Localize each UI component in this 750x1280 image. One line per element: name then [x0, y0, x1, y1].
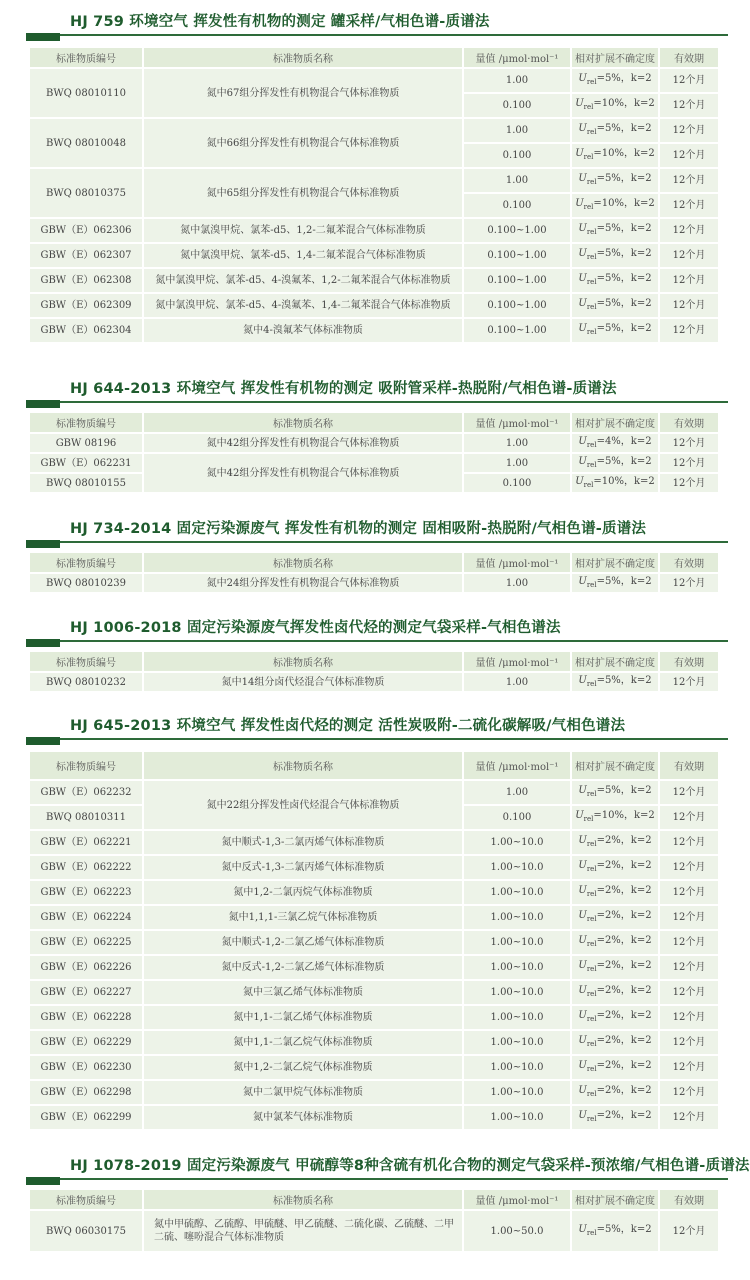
cell-value: 1.00~10.0 [464, 831, 570, 854]
cell-value: 1.00~10.0 [464, 881, 570, 904]
table-header-row [30, 652, 718, 671]
section-accent-block [26, 33, 60, 41]
cell-uncertainty: $U_{rel}=5\%$，k=2 [572, 1211, 658, 1251]
cell-name: 氮中42组分挥发性有机物混合气体标准物质 [144, 454, 462, 492]
cell-uncertainty: $U_{rel}=5\%$，k=2 [572, 219, 658, 242]
standards-table [28, 1188, 720, 1253]
cell-validity: 12个月 [660, 1081, 718, 1104]
cell-uncertainty: $U_{rel}=2\%$，k=2 [572, 1106, 658, 1129]
section-header [0, 373, 750, 409]
cell-value: 1.00~10.0 [464, 856, 570, 879]
cell-value: 0.100~1.00 [464, 294, 570, 317]
header-value: 量值 /μmol·mol⁻¹ [464, 1190, 570, 1209]
cell-uncertainty: $U_{rel}=2\%$，k=2 [572, 931, 658, 954]
cell-uncertainty: $U_{rel}=10\%$，k=2 [572, 144, 658, 167]
cell-uncertainty: $U_{rel}=5\%$，k=2 [572, 574, 658, 592]
cell-code: GBW 08196 [30, 434, 142, 452]
cell-code: GBW（E）062307 [30, 244, 142, 267]
cell-name: 氮中1,1-二氯乙烯气体标准物质 [144, 1006, 462, 1029]
header-uncertainty: 相对扩展不确定度 [572, 652, 658, 671]
table-row [30, 434, 718, 452]
cell-value: 1.00 [464, 434, 570, 452]
section-header [0, 612, 750, 648]
cell-name: 氮中顺式-1,2-二氯乙烯气体标准物质 [144, 931, 462, 954]
cell-value: 1.00~10.0 [464, 1056, 570, 1079]
cell-validity: 12个月 [660, 244, 718, 267]
cell-validity: 12个月 [660, 194, 718, 217]
cell-code: GBW（E）062225 [30, 931, 142, 954]
cell-validity: 12个月 [660, 474, 718, 492]
header-validity: 有效期 [660, 553, 718, 572]
cell-uncertainty: $U_{rel}=5\%$，k=2 [572, 119, 658, 142]
cell-name: 氮中氯溴甲烷、氯苯-d5、4-溴氟苯、1,2-二氟苯混合气体标准物质 [144, 269, 462, 292]
header-validity: 有效期 [660, 413, 718, 432]
cell-name: 氮中三氯乙烯气体标准物质 [144, 981, 462, 1004]
cell-name: 氮中4-溴氟苯气体标准物质 [144, 319, 462, 342]
cell-validity: 12个月 [660, 94, 718, 117]
cell-code: GBW（E）062230 [30, 1056, 142, 1079]
table-header-row [30, 752, 718, 779]
cell-code: BWQ 08010155 [30, 474, 142, 492]
section-title: HJ 644-2013 环境空气 挥发性有机物的测定 吸附管采样-热脱附/气相色谱-质谱法 [70, 381, 617, 397]
cell-code: BWQ 08010110 [30, 69, 142, 117]
cell-value: 1.00~10.0 [464, 1006, 570, 1029]
header-uncertainty: 相对扩展不确定度 [572, 553, 658, 572]
header-code: 标准物质编号 [30, 553, 142, 572]
cell-validity: 12个月 [660, 1031, 718, 1054]
cell-code: GBW（E）062298 [30, 1081, 142, 1104]
section-divider [26, 401, 728, 403]
table-row [30, 981, 718, 1004]
cell-validity: 12个月 [660, 781, 718, 804]
table-row [30, 673, 718, 691]
cell-uncertainty: $U_{rel}=2\%$，k=2 [572, 1031, 658, 1054]
section-divider [26, 34, 728, 36]
section-hj759 [0, 6, 750, 336]
cell-uncertainty: $U_{rel}=10\%$，k=2 [572, 474, 658, 492]
cell-code: GBW（E）062222 [30, 856, 142, 879]
table-header-row [30, 413, 718, 432]
table-row [30, 931, 718, 954]
cell-value: 1.00~10.0 [464, 956, 570, 979]
section-hj645 [0, 710, 750, 1123]
standards-table [28, 750, 720, 1131]
header-validity: 有效期 [660, 652, 718, 671]
cell-validity: 12个月 [660, 956, 718, 979]
section-header [0, 6, 750, 42]
section-header [0, 710, 750, 746]
cell-validity: 12个月 [660, 856, 718, 879]
cell-validity: 12个月 [660, 119, 718, 142]
cell-uncertainty: $U_{rel}=10\%$，k=2 [572, 194, 658, 217]
table-row [30, 831, 718, 854]
header-uncertainty: 相对扩展不确定度 [572, 752, 658, 779]
table-row [30, 269, 718, 292]
table-row [30, 1211, 718, 1251]
table-row [30, 781, 718, 804]
table-row [30, 881, 718, 904]
cell-uncertainty: $U_{rel}=2\%$，k=2 [572, 831, 658, 854]
section-divider [26, 640, 728, 642]
cell-uncertainty: $U_{rel}=5\%$，k=2 [572, 269, 658, 292]
cell-value: 1.00~10.0 [464, 1106, 570, 1129]
header-value: 量值 /μmol·mol⁻¹ [464, 652, 570, 671]
cell-code: GBW（E）062226 [30, 956, 142, 979]
cell-name: 氮中66组分挥发性有机物混合气体标准物质 [144, 119, 462, 167]
header-name: 标准物质名称 [144, 652, 462, 671]
cell-code: GBW（E）062223 [30, 881, 142, 904]
cell-code: BWQ 08010311 [30, 806, 142, 829]
standards-table [28, 46, 720, 344]
standards-table [28, 551, 720, 594]
cell-validity: 12个月 [660, 831, 718, 854]
cell-uncertainty: $U_{rel}=5\%$，k=2 [572, 69, 658, 92]
cell-uncertainty: $U_{rel}=4\%$，k=2 [572, 434, 658, 452]
cell-code: GBW（E）062304 [30, 319, 142, 342]
header-value: 量值 /μmol·mol⁻¹ [464, 553, 570, 572]
cell-uncertainty: $U_{rel}=5\%$，k=2 [572, 673, 658, 691]
cell-code: GBW（E）062229 [30, 1031, 142, 1054]
cell-validity: 12个月 [660, 294, 718, 317]
cell-validity: 12个月 [660, 169, 718, 192]
section-hj734 [0, 513, 750, 589]
table-row [30, 219, 718, 242]
cell-uncertainty: $U_{rel}=10\%$，k=2 [572, 806, 658, 829]
header-name: 标准物质名称 [144, 752, 462, 779]
table-row [30, 454, 718, 472]
cell-name: 氮中22组分挥发性卤代烃混合气体标准物质 [144, 781, 462, 829]
cell-code: GBW（E）062232 [30, 781, 142, 804]
table-row [30, 574, 718, 592]
cell-name: 氮中1,2-二氯乙烷气体标准物质 [144, 1056, 462, 1079]
header-validity: 有效期 [660, 48, 718, 67]
section-hj1078 [0, 1150, 750, 1243]
section-hj644 [0, 373, 750, 489]
cell-value: 0.100~1.00 [464, 319, 570, 342]
cell-uncertainty: $U_{rel}=5\%$，k=2 [572, 781, 658, 804]
cell-validity: 12个月 [660, 931, 718, 954]
cell-uncertainty: $U_{rel}=2\%$，k=2 [572, 1056, 658, 1079]
section-title: HJ 734-2014 固定污染源废气 挥发性有机物的测定 固相吸附-热脱附/气相色谱-质谱法 [70, 521, 647, 537]
cell-name: 氮中67组分挥发性有机物混合气体标准物质 [144, 69, 462, 117]
cell-code: GBW（E）062308 [30, 269, 142, 292]
cell-name: 氮中65组分挥发性有机物混合气体标准物质 [144, 169, 462, 217]
section-divider [26, 1178, 728, 1180]
cell-name: 氮中反式-1,2-二氯乙烯气体标准物质 [144, 956, 462, 979]
cell-name: 氮中1,1,1-三氯乙烷气体标准物质 [144, 906, 462, 929]
table-row [30, 169, 718, 192]
header-name: 标准物质名称 [144, 48, 462, 67]
header-uncertainty: 相对扩展不确定度 [572, 48, 658, 67]
section-accent-block [26, 540, 60, 548]
cell-name: 氮中42组分挥发性有机物混合气体标准物质 [144, 434, 462, 452]
cell-value: 1.00~10.0 [464, 981, 570, 1004]
cell-value: 1.00~10.0 [464, 1081, 570, 1104]
cell-validity: 12个月 [660, 269, 718, 292]
table-row [30, 1081, 718, 1104]
header-code: 标准物质编号 [30, 652, 142, 671]
cell-uncertainty: $U_{rel}=2\%$，k=2 [572, 956, 658, 979]
cell-value: 1.00~50.0 [464, 1211, 570, 1251]
header-name: 标准物质名称 [144, 413, 462, 432]
cell-uncertainty: $U_{rel}=2\%$，k=2 [572, 856, 658, 879]
cell-uncertainty: $U_{rel}=2\%$，k=2 [572, 1081, 658, 1104]
cell-code: GBW（E）062221 [30, 831, 142, 854]
cell-value: 0.100 [464, 474, 570, 492]
table-row [30, 956, 718, 979]
standards-table [28, 650, 720, 693]
cell-name: 氮中1,2-二氯丙烷气体标准物质 [144, 881, 462, 904]
cell-value: 1.00 [464, 69, 570, 92]
cell-validity: 12个月 [660, 454, 718, 472]
section-divider [26, 738, 728, 740]
cell-validity: 12个月 [660, 219, 718, 242]
table-row [30, 319, 718, 342]
cell-code: BWQ 08010048 [30, 119, 142, 167]
cell-uncertainty: $U_{rel}=2\%$，k=2 [572, 1006, 658, 1029]
cell-code: BWQ 08010232 [30, 673, 142, 691]
cell-validity: 12个月 [660, 1056, 718, 1079]
cell-value: 1.00 [464, 454, 570, 472]
cell-value: 1.00 [464, 574, 570, 592]
table-header-row [30, 553, 718, 572]
cell-code: GBW（E）062309 [30, 294, 142, 317]
table-header-row [30, 1190, 718, 1209]
cell-uncertainty: $U_{rel}=2\%$，k=2 [572, 981, 658, 1004]
header-uncertainty: 相对扩展不确定度 [572, 1190, 658, 1209]
cell-value: 0.100 [464, 194, 570, 217]
header-name: 标准物质名称 [144, 1190, 462, 1209]
cell-value: 0.100 [464, 144, 570, 167]
cell-name: 氮中二氯甲烷气体标准物质 [144, 1081, 462, 1104]
cell-uncertainty: $U_{rel}=2\%$，k=2 [572, 881, 658, 904]
cell-value: 1.00 [464, 673, 570, 691]
cell-validity: 12个月 [660, 673, 718, 691]
section-accent-block [26, 639, 60, 647]
cell-uncertainty: $U_{rel}=2\%$，k=2 [572, 906, 658, 929]
cell-code: BWQ 06030175 [30, 1211, 142, 1251]
cell-name: 氮中24组分挥发性有机物混合气体标准物质 [144, 574, 462, 592]
cell-name: 氮中氯溴甲烷、氯苯-d5、1,2-二氟苯混合气体标准物质 [144, 219, 462, 242]
header-code: 标准物质编号 [30, 48, 142, 67]
cell-name: 氮中氯溴甲烷、氯苯-d5、1,4-二氟苯混合气体标准物质 [144, 244, 462, 267]
cell-name: 氮中氯苯气体标准物质 [144, 1106, 462, 1129]
section-header [0, 513, 750, 549]
header-validity: 有效期 [660, 1190, 718, 1209]
cell-validity: 12个月 [660, 881, 718, 904]
header-code: 标准物质编号 [30, 413, 142, 432]
cell-uncertainty: $U_{rel}=5\%$，k=2 [572, 454, 658, 472]
cell-code: BWQ 08010375 [30, 169, 142, 217]
cell-validity: 12个月 [660, 1211, 718, 1251]
cell-uncertainty: $U_{rel}=5\%$，k=2 [572, 244, 658, 267]
section-divider [26, 541, 728, 543]
cell-name: 氮中甲硫醇、乙硫醇、甲硫醚、甲乙硫醚、二硫化碳、乙硫醚、二甲二硫、噻吩混合气体标准物质 [144, 1211, 462, 1251]
cell-value: 0.100 [464, 806, 570, 829]
cell-value: 1.00 [464, 119, 570, 142]
cell-value: 1.00 [464, 169, 570, 192]
cell-value: 0.100~1.00 [464, 269, 570, 292]
cell-value: 1.00 [464, 781, 570, 804]
cell-value: 0.100~1.00 [464, 244, 570, 267]
section-title: HJ 759 环境空气 挥发性有机物的测定 罐采样/气相色谱-质谱法 [70, 14, 490, 30]
cell-code: BWQ 08010239 [30, 574, 142, 592]
table-row [30, 294, 718, 317]
cell-code: GBW（E）062228 [30, 1006, 142, 1029]
table-row [30, 1006, 718, 1029]
cell-uncertainty: $U_{rel}=5\%$，k=2 [572, 294, 658, 317]
cell-validity: 12个月 [660, 144, 718, 167]
cell-validity: 12个月 [660, 1106, 718, 1129]
table-header-row [30, 48, 718, 67]
table-row [30, 69, 718, 92]
section-accent-block [26, 737, 60, 745]
header-value: 量值 /μmol·mol⁻¹ [464, 752, 570, 779]
cell-validity: 12个月 [660, 906, 718, 929]
standards-table [28, 411, 720, 494]
cell-uncertainty: $U_{rel}=10\%$，k=2 [572, 94, 658, 117]
cell-name: 氮中14组分卤代烃混合气体标准物质 [144, 673, 462, 691]
cell-uncertainty: $U_{rel}=5\%$，k=2 [572, 169, 658, 192]
section-accent-block [26, 400, 60, 408]
cell-validity: 12个月 [660, 806, 718, 829]
section-header [0, 1150, 750, 1186]
section-title: HJ 645-2013 环境空气 挥发性卤代烃的测定 活性炭吸附-二硫化碳解吸/气相色谱法 [70, 718, 626, 734]
cell-validity: 12个月 [660, 981, 718, 1004]
header-value: 量值 /μmol·mol⁻¹ [464, 413, 570, 432]
cell-validity: 12个月 [660, 69, 718, 92]
cell-validity: 12个月 [660, 574, 718, 592]
cell-code: GBW（E）062231 [30, 454, 142, 472]
table-row [30, 119, 718, 142]
cell-name: 氮中1,1-二氯乙烷气体标准物质 [144, 1031, 462, 1054]
cell-code: GBW（E）062299 [30, 1106, 142, 1129]
cell-value: 0.100 [464, 94, 570, 117]
section-accent-block [26, 1177, 60, 1185]
cell-value: 0.100~1.00 [464, 219, 570, 242]
table-row [30, 1056, 718, 1079]
cell-validity: 12个月 [660, 319, 718, 342]
cell-code: GBW（E）062227 [30, 981, 142, 1004]
table-row [30, 1031, 718, 1054]
cell-value: 1.00~10.0 [464, 1031, 570, 1054]
cell-name: 氮中反式-1,3-二氯丙烯气体标准物质 [144, 856, 462, 879]
cell-value: 1.00~10.0 [464, 931, 570, 954]
table-row [30, 906, 718, 929]
section-title: HJ 1006-2018 固定污染源废气挥发性卤代烃的测定气袋采样-气相色谱法 [70, 620, 561, 636]
cell-code: GBW（E）062224 [30, 906, 142, 929]
cell-uncertainty: $U_{rel}=5\%$，k=2 [572, 319, 658, 342]
section-hj1006 [0, 612, 750, 688]
header-code: 标准物质编号 [30, 1190, 142, 1209]
cell-name: 氮中顺式-1,3-二氯丙烯气体标准物质 [144, 831, 462, 854]
header-uncertainty: 相对扩展不确定度 [572, 413, 658, 432]
header-name: 标准物质名称 [144, 553, 462, 572]
cell-name: 氮中氯溴甲烷、氯苯-d5、4-溴氟苯、1,4-二氟苯混合气体标准物质 [144, 294, 462, 317]
cell-code: GBW（E）062306 [30, 219, 142, 242]
cell-value: 1.00~10.0 [464, 906, 570, 929]
cell-validity: 12个月 [660, 1006, 718, 1029]
cell-validity: 12个月 [660, 434, 718, 452]
section-title: HJ 1078-2019 固定污染源废气 甲硫醇等8种含硫有机化合物的测定气袋采样-预浓缩/气相色谱-质谱法 [70, 1158, 750, 1174]
header-code: 标准物质编号 [30, 752, 142, 779]
header-value: 量值 /μmol·mol⁻¹ [464, 48, 570, 67]
table-row [30, 244, 718, 267]
table-row [30, 856, 718, 879]
header-validity: 有效期 [660, 752, 718, 779]
table-row [30, 1106, 718, 1129]
